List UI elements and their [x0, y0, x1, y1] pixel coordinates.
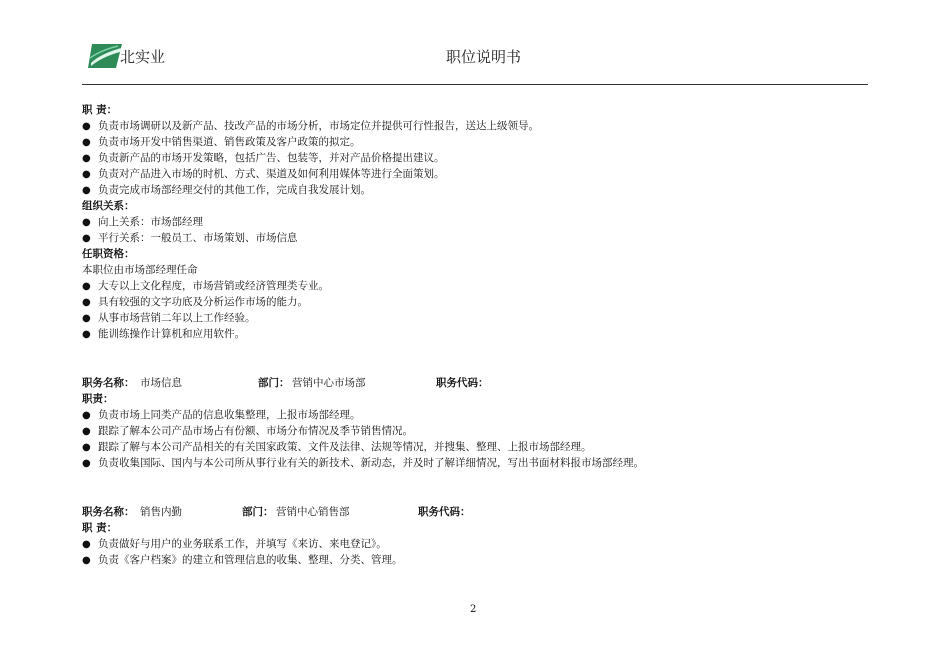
page-header	[82, 40, 868, 86]
list-item: ● 从事市场营销二年以上工作经验。	[82, 312, 256, 324]
bullet-icon: ●	[82, 555, 91, 566]
list-item: ● 负责新产品的市场开发策略，包括广告、包装等，并对产品价格提出建议。	[82, 152, 445, 164]
document-title: 职位说明书	[446, 48, 522, 66]
list-item: ● 负责做好与用户的业务联系工作，并填写《来访、来电登记》。	[82, 538, 387, 550]
list-item: ● 负责市场上同类产品的信息收集整理，上报市场部经理。	[82, 409, 361, 421]
job-name-label: 职务名称：	[82, 377, 135, 389]
bullet-icon: ●	[82, 297, 91, 308]
list-item: ● 平行关系：一般员工、市场策划、市场信息	[82, 232, 298, 244]
appointment-text: 本职位由市场部经理任命	[82, 264, 198, 276]
bullet-icon: ●	[82, 442, 91, 453]
list-item: ● 大专以上文化程度，市场营销或经济管理类专业。	[82, 280, 329, 292]
list-item: ● 能训练操作计算机和应用软件。	[82, 328, 245, 340]
duties-label: 职 责：	[82, 522, 118, 534]
bullet-icon: ●	[82, 281, 91, 292]
header-divider	[82, 84, 868, 85]
duties-label: 职 责：	[82, 104, 118, 116]
duties-label: 职责：	[82, 393, 114, 405]
bullet-icon: ●	[82, 233, 91, 244]
bullet-icon: ●	[82, 121, 91, 132]
qualifications-label: 任职资格：	[82, 248, 135, 260]
company-logo-icon	[88, 44, 122, 68]
bullet-icon: ●	[82, 153, 91, 164]
list-item: ● 具有较强的文字功底及分析运作市场的能力。	[82, 296, 308, 308]
job-header-row	[82, 376, 582, 390]
job-name: 市场信息	[140, 377, 182, 389]
department: 营销中心市场部	[292, 377, 366, 389]
bullet-icon: ●	[82, 458, 91, 469]
org-relations-label: 组织关系：	[82, 200, 135, 212]
job-code-label: 职务代码：	[436, 377, 489, 389]
list-item: ● 跟踪了解与本公司产品相关的有关国家政策、文件及法律、法规等情况，并搜集、整理、上报市场部经理。	[82, 441, 592, 453]
bullet-icon: ●	[82, 217, 91, 228]
job-name-label: 职务名称：	[82, 506, 135, 518]
bullet-icon: ●	[82, 410, 91, 421]
bullet-icon: ●	[82, 169, 91, 180]
department: 营销中心销售部	[276, 506, 350, 518]
list-item: ● 负责《客户档案》的建立和管理信息的收集、整理、分类、管理。	[82, 554, 403, 566]
department-label: 部门：	[258, 377, 290, 389]
job-code-label: 职务代码：	[418, 506, 471, 518]
company-name: 北实业	[120, 48, 166, 66]
list-item: ● 负责收集国际、国内与本公司所从事行业有关的新技术、新动态，并及时了解详细情况，写出书面材料报市场部经理。	[82, 457, 644, 469]
bullet-icon: ●	[82, 313, 91, 324]
bullet-icon: ●	[82, 185, 91, 196]
list-item: ● 向上关系：市场部经理	[82, 216, 203, 228]
department-label: 部门：	[242, 506, 274, 518]
list-item: ● 负责完成市场部经理交付的其他工作，完成自我发展计划。	[82, 184, 371, 196]
job-header-row	[82, 505, 582, 519]
bullet-icon: ●	[82, 329, 91, 340]
job-name: 销售内勤	[140, 506, 182, 518]
list-item: ● 负责市场开发中销售渠道、销售政策及客户政策的拟定。	[82, 136, 361, 148]
page-number: 2	[470, 604, 477, 615]
list-item: ● 跟踪了解本公司产品市场占有份额、市场分布情况及季节销售情况。	[82, 425, 413, 437]
bullet-icon: ●	[82, 137, 91, 148]
list-item: ● 负责市场调研以及新产品、技改产品的市场分析，市场定位并提供可行性报告，送达上级领导。	[82, 120, 539, 132]
bullet-icon: ●	[82, 426, 91, 437]
bullet-icon: ●	[82, 539, 91, 550]
list-item: ● 负责对产品进入市场的时机、方式、渠道及如何利用媒体等进行全面策划。	[82, 168, 445, 180]
